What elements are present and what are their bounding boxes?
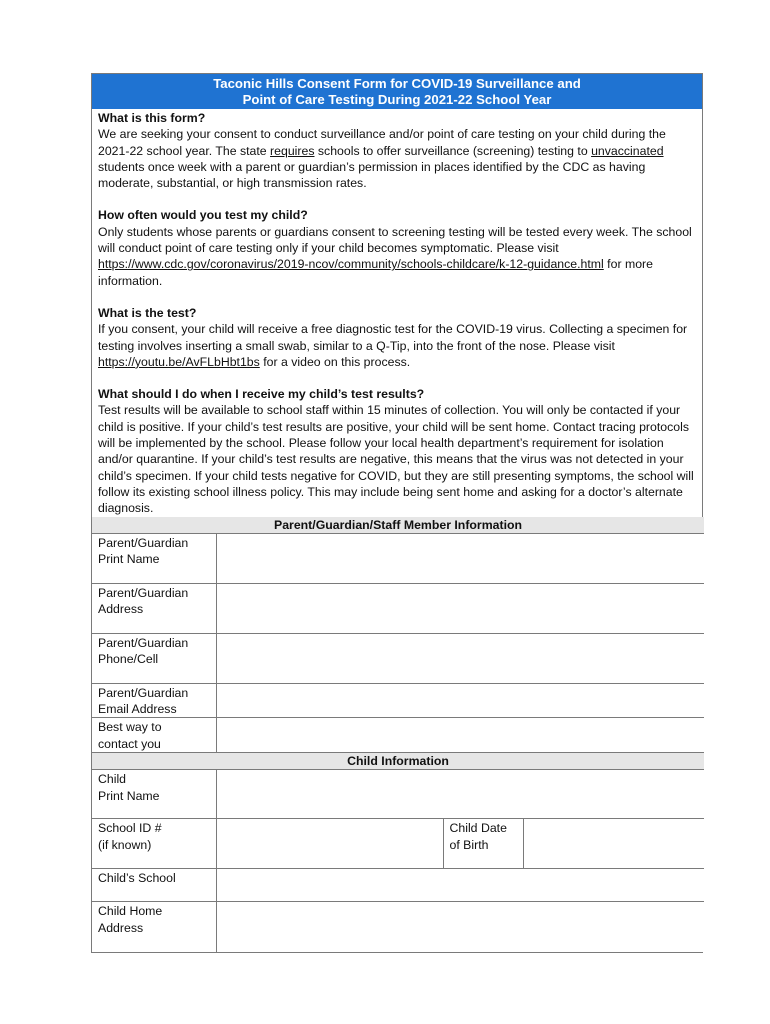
unvaccinated-underlined: unvaccinated — [591, 143, 664, 158]
contact-method-field[interactable] — [216, 718, 704, 753]
parent-email-field[interactable] — [216, 683, 704, 718]
parent-name-label: Parent/Guardian Print Name — [92, 533, 216, 583]
school-id-label: School ID # (if known) — [92, 819, 216, 869]
parent-phone-field[interactable] — [216, 633, 704, 683]
school-id-field[interactable] — [216, 819, 443, 869]
child-dob-field[interactable] — [523, 819, 704, 869]
what-text-b: schools to offer surveillance (screening) testing to — [314, 143, 592, 158]
child-address-field[interactable] — [216, 902, 704, 952]
test-paragraph — [98, 321, 696, 370]
info-section — [92, 109, 702, 517]
parent-section-header: Parent/Guardian/Staff Member Information — [92, 517, 704, 534]
form-title — [92, 74, 702, 109]
child-name-field[interactable] — [216, 770, 704, 819]
test-heading: What is the test? — [98, 305, 197, 320]
parent-email-label: Parent/Guardian Email Address — [92, 683, 216, 718]
info-table — [92, 517, 704, 952]
parent-name-field[interactable] — [216, 533, 704, 583]
youtube-link[interactable]: https://youtu.be/AvFLbHbt1bs — [98, 354, 260, 369]
contact-method-label: Best way to contact you — [92, 718, 216, 753]
what-text-a: We are seeking your consent to conduct surveillance and/or point of care testing on your child during the 2021-22 school year. The state — [98, 127, 666, 158]
what-text-c: students once week with a parent or guardian’s permission in places identified by the CDC as having moderate, substantial, or high transmission rates. — [98, 159, 646, 191]
child-name-label: Child Print Name — [92, 770, 216, 819]
results-paragraph: Test results will be available to school staff within 15 minutes of collection. You will only be contacted if your child is positive. If your child’s test results are positive, your child will be sent home. Contact tracing protocols will be implemented by the school. Please follow your local health department’s requirement for isolation and/or quarantine. If your child’s test results are negative, this means that the virus was not detected in your child’s specimen. If your child tests negative for COVID, but they are still presenting symptoms, the school will follow its existing school illness policy. This may include being sent home and asking for a doctor’s alternate diagnosis. — [98, 403, 694, 516]
often-text-b: for more information. — [98, 257, 653, 288]
often-heading: How often would you test my child? — [98, 208, 308, 223]
child-school-label: Child’s School — [92, 869, 216, 902]
parent-address-field[interactable] — [216, 583, 704, 633]
child-section-header: Child Information — [92, 753, 704, 770]
what-heading: What is this form? — [98, 111, 206, 125]
consent-form — [91, 73, 703, 953]
test-text-b: for a video on this process. — [259, 354, 411, 369]
parent-address-label: Parent/Guardian Address — [92, 583, 216, 633]
form-title-line1: Taconic Hills Consent Form for COVID-19 Surveillance and — [213, 76, 581, 91]
what-paragraph — [98, 126, 696, 191]
form-title-line2: Point of Care Testing During 2021-22 School Year — [242, 92, 552, 107]
results-heading: What should I do when I receive my child’s test results? — [98, 387, 425, 402]
child-address-label: Child Home Address — [92, 902, 216, 952]
child-dob-label: Child Date of Birth — [443, 819, 523, 869]
cdc-link[interactable]: https://www.cdc.gov/coronavirus/2019-ncov/community/schools-childcare/k-12-guidance.html — [98, 257, 604, 272]
often-text-a: Only students whose parents or guardians consent to screening testing will be tested every week. The school will conduct point of care testing only if your child becomes symptomatic. Please visit — [98, 224, 692, 256]
parent-phone-label: Parent/Guardian Phone/Cell — [92, 633, 216, 683]
test-text-a: If you consent, your child will receive a free diagnostic test for the COVID-19 virus. Collecting a specimen for testing involves inserting a small swab, similar to a Q-Tip, into the front of the nose. Please visit — [98, 322, 688, 353]
often-paragraph — [98, 224, 696, 289]
requires-underlined: requires — [270, 143, 315, 158]
child-school-field[interactable] — [216, 869, 704, 902]
